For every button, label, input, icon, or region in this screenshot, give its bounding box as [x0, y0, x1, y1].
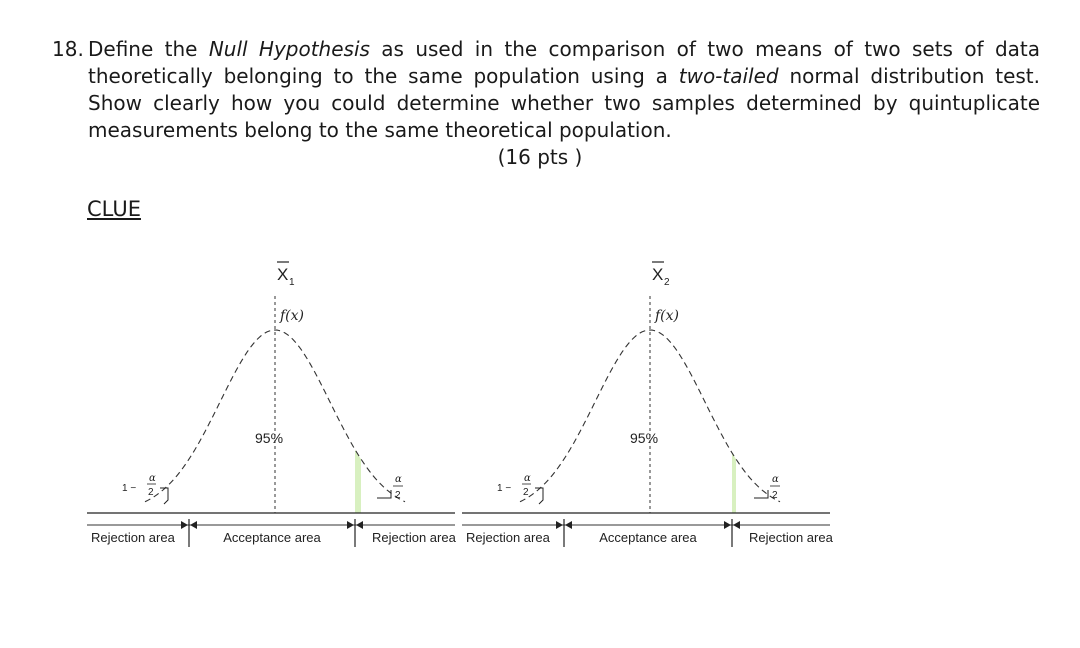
mean-symbol: X [277, 265, 289, 284]
mean-subscript: 1 [289, 277, 295, 288]
mean-symbol: X [652, 265, 664, 284]
region-arrow-right [733, 521, 740, 529]
right-tail-pointer [754, 490, 768, 498]
right-two: 2 [772, 490, 778, 501]
left-two: 2 [523, 487, 529, 498]
question-number: 18. [52, 37, 84, 61]
mean-subscript: 2 [664, 277, 670, 288]
right-alpha: α [395, 474, 402, 485]
left-alpha: α [524, 473, 531, 484]
region-arrow-left [347, 521, 354, 529]
points-label: (16 pts ) [497, 145, 583, 169]
rejection-area-right-label: Rejection area [372, 530, 456, 545]
acceptance-area-label: Acceptance area [599, 530, 697, 545]
region-arrow-right [565, 521, 572, 529]
left-tail-prefix: 1 − [122, 483, 137, 494]
rejection-area-right-label: Rejection area [749, 530, 833, 545]
function-label: f(x) [280, 308, 305, 324]
right-two: 2 [395, 490, 401, 501]
region-arrow-right [190, 521, 197, 529]
rejection-area-left-label: Rejection area [466, 530, 550, 545]
question-text-part2: as used in the comparison of two means of two sets of data theoretically belonging to the same population using a [88, 37, 1040, 88]
left-tail-prefix: 1 − [497, 483, 512, 494]
right-alpha: α [772, 474, 779, 485]
acceptance-area-label: Acceptance area [223, 530, 321, 545]
left-tail-pointer [160, 488, 168, 504]
left-tail-pointer [535, 488, 543, 504]
question-text-part1: Define the [88, 37, 209, 61]
rejection-area-left-label: Rejection area [91, 530, 175, 545]
clue-heading: CLUE [87, 197, 141, 221]
left-two: 2 [148, 487, 154, 498]
percent-label: 95% [255, 430, 284, 446]
region-arrow-left [556, 521, 563, 529]
left-alpha: α [149, 473, 156, 484]
question-text-part3: normal distribution test. Show clearly how you could determine whether two samples determined by quintuplicate measurements belong to the same theoretical population. [88, 64, 1041, 142]
region-arrow-right [356, 521, 363, 529]
percent-label: 95% [630, 430, 659, 446]
region-arrow-left [181, 521, 188, 529]
function-label: f(x) [655, 308, 680, 324]
region-arrow-left [724, 521, 731, 529]
two-tailed-term: two-tailed [678, 64, 779, 88]
right-tail-area [732, 453, 736, 513]
right-tail-area [355, 450, 361, 514]
null-hypothesis-term: Null Hypothesis [208, 37, 370, 61]
